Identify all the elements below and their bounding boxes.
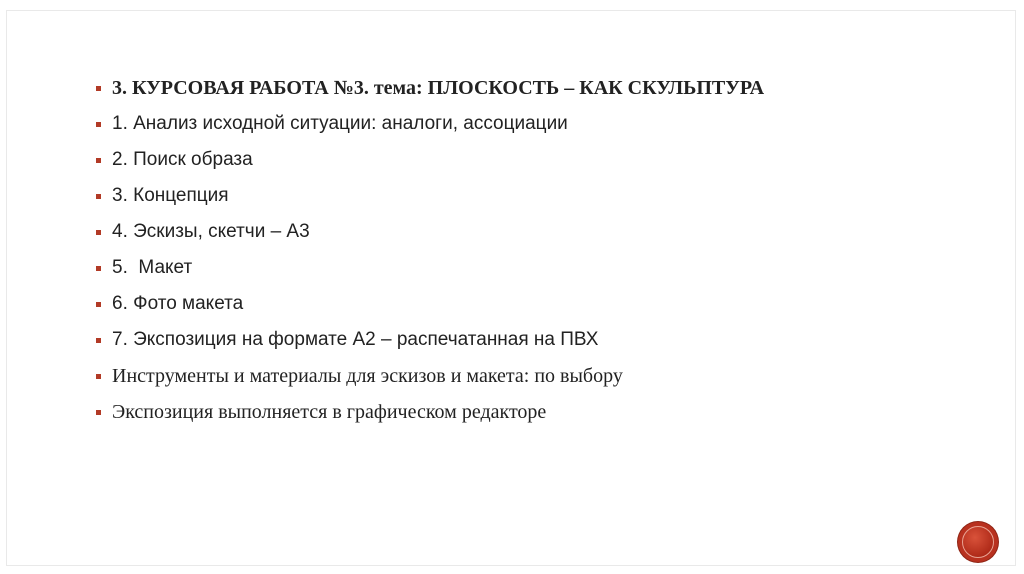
bullet-text: 1. Анализ исходной ситуации: аналоги, ассоциации bbox=[112, 113, 568, 134]
bullet-square-icon bbox=[96, 410, 101, 415]
list-item bbox=[96, 214, 764, 250]
list-item bbox=[96, 178, 764, 214]
bullet-text: 4. Эскизы, скетчи – А3 bbox=[112, 221, 310, 242]
bullet-text: 6. Фото макета bbox=[112, 293, 244, 314]
list-item bbox=[96, 394, 764, 430]
bullet-text: 3. КУРСОВАЯ РАБОТА №3. тема: ПЛОСКОСТЬ – КАК СКУЛЬПТУРА bbox=[112, 76, 765, 99]
bullet-square-icon bbox=[96, 338, 101, 343]
bullet-square-icon bbox=[96, 374, 101, 379]
bullet-text: Инструменты и материалы для эскизов и макета: по выбору bbox=[112, 364, 623, 387]
bullet-list bbox=[96, 70, 764, 430]
bullet-square-icon bbox=[96, 230, 101, 235]
list-item bbox=[96, 286, 764, 322]
list-item bbox=[96, 142, 764, 178]
list-item bbox=[96, 70, 764, 106]
list-item bbox=[96, 250, 764, 286]
bullet-text: 2. Поиск образа bbox=[112, 149, 253, 170]
bullet-square-icon bbox=[96, 194, 101, 199]
list-item bbox=[96, 106, 764, 142]
bullet-text: 3. Концепция bbox=[112, 185, 229, 206]
bullet-square-icon bbox=[96, 86, 101, 91]
bullet-text: 5. Макет bbox=[112, 257, 193, 278]
bullet-square-icon bbox=[96, 302, 101, 307]
bullet-square-icon bbox=[96, 266, 101, 271]
circle-icon bbox=[962, 526, 994, 558]
nav-circle-button[interactable] bbox=[958, 522, 998, 562]
list-item bbox=[96, 322, 764, 358]
bullet-square-icon bbox=[96, 158, 101, 163]
list-item bbox=[96, 358, 764, 394]
bullet-text: Экспозиция выполняется в графическом редакторе bbox=[112, 400, 547, 423]
bullet-square-icon bbox=[96, 122, 101, 127]
bullet-text: 7. Экспозиция на формате А2 – распечатанная на ПВХ bbox=[112, 329, 599, 350]
